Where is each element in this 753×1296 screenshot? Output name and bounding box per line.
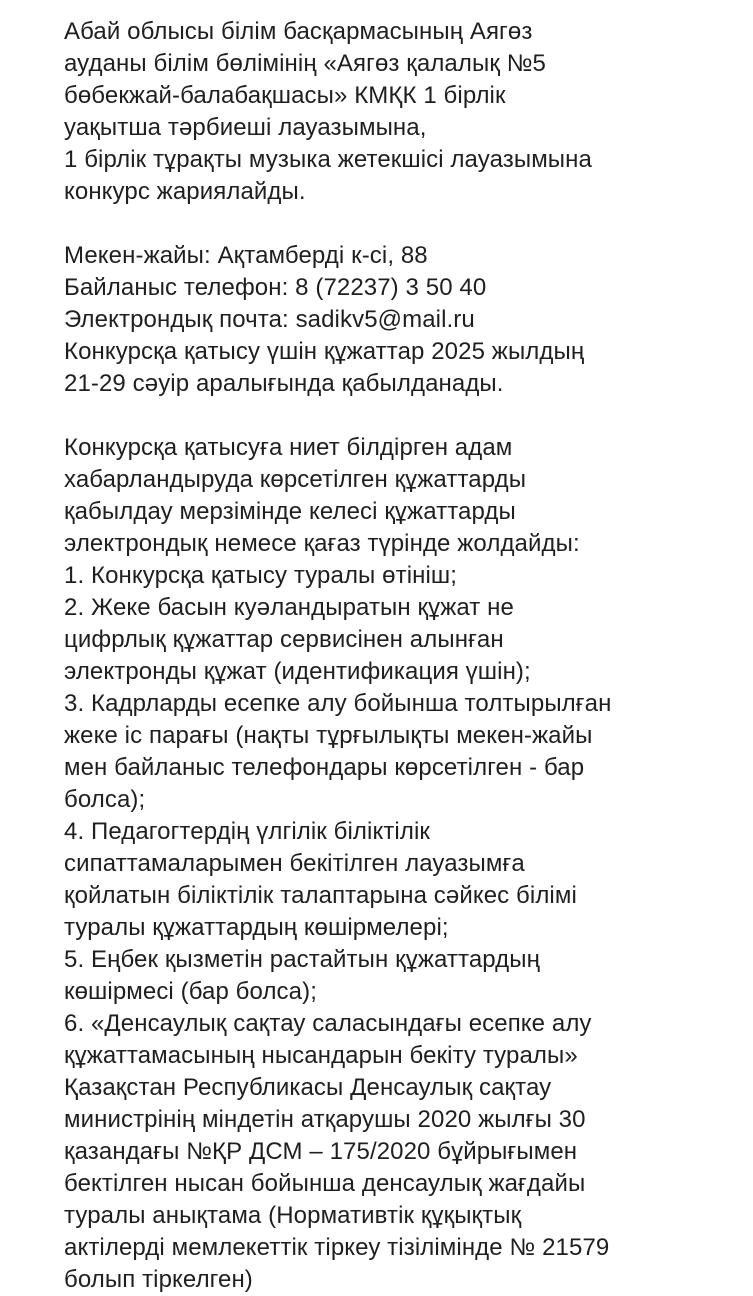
requirements-block	[64, 432, 744, 1296]
heading-line: Абай облысы білім басқармасының Аягөз	[64, 18, 533, 45]
requirement-item-line: бектілген нысан бойынша денсаулық жағдайы	[64, 1170, 586, 1197]
requirement-item-line: қойлатын біліктілік талаптарына сәйкес білімі	[64, 882, 577, 909]
contacts-block	[64, 240, 744, 400]
requirement-item-line: көшірмесі (бар болса);	[64, 978, 317, 1005]
requirement-item-line: 4. Педагогтердің үлгілік біліктілік	[64, 818, 430, 845]
phone-text: Байланыс телефон: 8 (72237) 3 50 40	[64, 274, 487, 301]
requirement-item-line: болса);	[64, 786, 146, 813]
deadline-text: 21-29 сәуір аралығында қабылданады.	[64, 370, 504, 397]
requirement-item-line: 1. Конкурсқа қатысу туралы өтініш;	[64, 562, 458, 589]
requirement-item-line: цифрлық құжаттар сервисінен алынған	[64, 626, 504, 653]
requirement-item-line: сипаттамаларымен бекітілген лауазымға	[64, 850, 525, 877]
requirements-intro-line: Конкурсқа қатысуға ниет білдірген адам	[64, 434, 513, 461]
requirement-item-line: министрінің міндетін атқарушы 2020 жылғы 30	[64, 1106, 586, 1133]
announcement-heading	[64, 16, 744, 208]
requirement-item-line: құжаттамасының нысандарын бекіту туралы»	[64, 1042, 578, 1069]
requirement-item-line: 5. Еңбек қызметін растайтын құжаттардың	[64, 946, 540, 973]
requirement-item-line: жеке іс парағы (нақты тұрғылықты мекен-жайы	[64, 722, 593, 749]
heading-line: 1 бірлік тұрақты музыка жетекшісі лауазымына	[64, 146, 592, 173]
heading-line: бөбекжай-балабақшасы» КМҚК 1 бірлік	[64, 82, 506, 109]
requirement-item-line: 3. Кадрларды есепке алу бойынша толтырылған	[64, 690, 612, 717]
heading-line: ауданы білім бөлімінің «Аягөз қалалық №5	[64, 50, 546, 77]
paragraph-spacer	[64, 400, 744, 432]
announcement-document	[64, 16, 744, 1296]
paragraph-spacer	[64, 208, 744, 240]
requirements-intro-line: хабарландыруда көрсетілген құжаттарды	[64, 466, 527, 493]
requirement-item-line: қазандағы №ҚР ДСМ – 175/2020 бұйрығымен	[64, 1138, 578, 1165]
requirement-item-line: актілерді мемлекеттік тіркеу тізілімінде № 21579	[64, 1234, 610, 1261]
deadline-text: Конкурсқа қатысу үшін құжаттар 2025 жылдың	[64, 338, 585, 365]
requirement-item-line: Қазақстан Республикасы Денсаулық сақтау	[64, 1074, 552, 1101]
requirement-item-line: электронды құжат (идентификация үшін);	[64, 658, 531, 685]
requirement-item-line: туралы құжаттардың көшірмелері;	[64, 914, 449, 941]
address-text: Мекен-жайы: Ақтамберді к-сі, 88	[64, 242, 428, 269]
requirement-item-line: 2. Жеке басын куәландыратын құжат не	[64, 594, 514, 621]
email-text: Электрондық почта: sadikv5@mail.ru	[64, 306, 475, 333]
requirement-item-line: мен байланыс телефондары көрсетілген - бар	[64, 754, 585, 781]
heading-line: конкурс жариялайды.	[64, 178, 306, 205]
requirement-item-line: болып тіркелген)	[64, 1266, 253, 1293]
heading-line: уақытша тәрбиеші лауазымына,	[64, 114, 427, 141]
requirement-item-line: 6. «Денсаулық сақтау саласындағы есепке алу	[64, 1010, 592, 1037]
requirements-intro-line: электрондық немесе қағаз түрінде жолдайды:	[64, 530, 580, 557]
requirements-intro-line: қабылдау мерзімінде келесі құжаттарды	[64, 498, 516, 525]
requirement-item-line: туралы анықтама (Нормативтік құқықтық	[64, 1202, 522, 1229]
